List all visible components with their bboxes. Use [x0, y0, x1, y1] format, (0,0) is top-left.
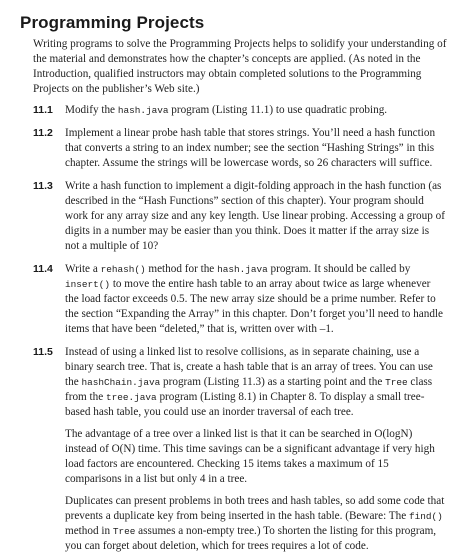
paragraph-text: Write a — [65, 263, 101, 275]
projects-list — [20, 103, 454, 554]
inline-code: find() — [409, 511, 443, 522]
paragraph-text: method for the — [145, 263, 218, 275]
inline-code: Tree — [385, 377, 408, 388]
paragraph-text: class from the — [65, 376, 433, 403]
project-number: 11.2 — [33, 127, 53, 139]
paragraph-text: Duplicates can present problems in both trees and hash tables, so add some code that prevents a duplicate key from being inserted in the hash table. (Beware: The — [65, 495, 445, 522]
paragraph-text: Instead of using a linked list to resolve collisions, as in separate chaining, use a binary search tree. That is, create a hash table that is an array of trees. You can use the — [65, 346, 433, 388]
paragraph-text: Write a hash function to implement a digit-folding approach in the hash function (as described in the “Hash Functions” section of this chapter). Your program should work for any array size and any key length. Use linear probing. Accessing a group of digits in a number may be easier than you think. Does it matter if the array size is not a multiple of 10? — [65, 180, 445, 252]
project-body — [65, 103, 446, 118]
project-paragraph — [65, 103, 446, 118]
project-paragraph — [65, 179, 446, 254]
inline-code: Tree — [112, 526, 136, 537]
project-body — [65, 179, 446, 254]
project-paragraph — [65, 262, 446, 337]
project-paragraph — [65, 427, 446, 487]
project-number: 11.1 — [33, 104, 53, 116]
paragraph-text: program (Listing 11.3) as a starting point and the — [160, 376, 386, 388]
section-title: Programming Projects — [20, 13, 205, 32]
paragraph-text: to move the entire hash table to an array about twice as large whenever the load factor exceeds 0.5. The new array size should be a prime number. Refer to the section “Expanding the Array” in this chapter. Don’t forget you’ll need to handle items that have been “deleted,” that is, written over with –1. — [65, 278, 443, 335]
project-body — [65, 345, 446, 554]
paragraph-text: program. It should be called by — [267, 263, 411, 275]
inline-code: hash.java — [217, 264, 268, 275]
project-item — [20, 345, 454, 554]
project-body — [65, 126, 446, 171]
project-item — [20, 179, 454, 254]
intro-paragraph: Writing programs to solve the Programming Projects helps to solidify your understanding of the material and demonstrates how the chapter’s concepts are applied. (As noted in the Introduction, qualified instructors may obtain completed solutions to the Programming Projects on the publisher’s Web site.) — [33, 38, 447, 95]
project-paragraph — [65, 126, 446, 171]
paragraph-text: assumes a non-empty tree.) To shorten the listing for this program, you can forget about deletion, which for trees requires a lot of code. — [65, 525, 437, 552]
inline-code: tree.java — [106, 392, 157, 403]
paragraph-text: Modify the — [65, 104, 118, 116]
paragraph-text: The advantage of a tree over a linked list is that it can be searched in O(logN) instead of O(N) time. This time savings can be a significant advantage if very high load factors are encountered. Checking 15 items takes a maximum of 15 comparisons in a list but only 4 in a tree. — [65, 428, 435, 485]
inline-code: insert() — [65, 279, 111, 290]
project-number: 11.3 — [33, 180, 53, 192]
project-paragraph — [65, 494, 446, 554]
inline-code: hash.java — [117, 105, 169, 116]
project-item — [20, 262, 454, 337]
project-number: 11.4 — [33, 263, 53, 275]
paragraph-text: method in — [65, 525, 113, 537]
project-item — [20, 126, 454, 171]
project-item — [20, 103, 454, 118]
paragraph-text: Implement a linear probe hash table that stores strings. You’ll need a hash function that converts a string to an index number; see the section “Hashing Strings” in this chapter. Assume the strings will be lowercase words, so 26 characters will suffice. — [65, 127, 436, 169]
project-paragraph — [65, 345, 446, 420]
paragraph-text: program (Listing 11.1) to use quadratic probing. — [168, 104, 388, 116]
project-body — [65, 262, 446, 337]
inline-code: rehash() — [100, 264, 146, 275]
inline-code: hashChain.java — [81, 377, 161, 388]
project-number: 11.5 — [33, 346, 53, 358]
paragraph-text: program (Listing 8.1) in Chapter 8. To display a small tree-based hash table, you could use an inorder traversal of each tree. — [65, 391, 425, 418]
